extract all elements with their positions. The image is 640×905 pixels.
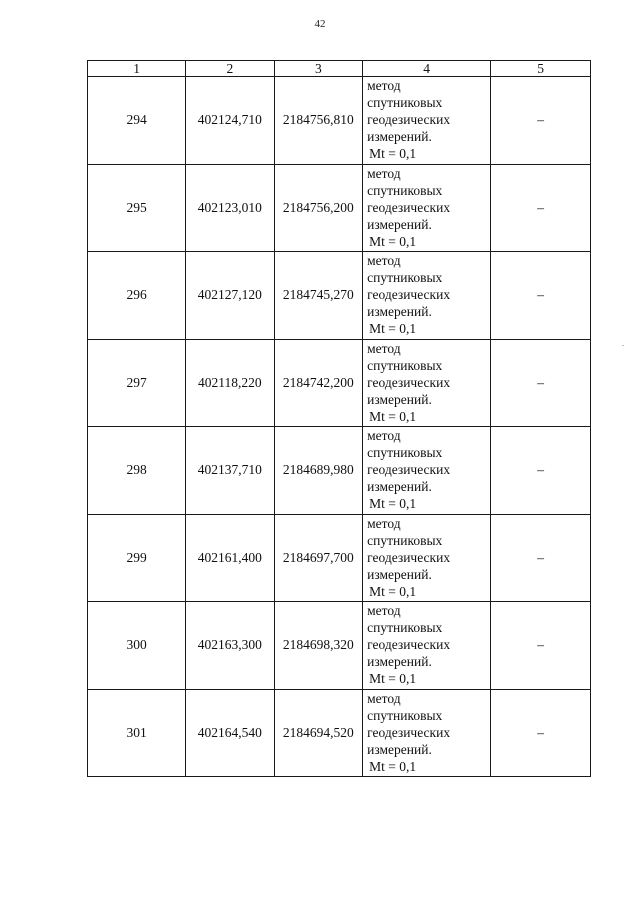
point-number-cell: 296	[88, 252, 186, 340]
method-line: измерений.	[367, 566, 432, 582]
method-line: геодезических	[367, 724, 451, 740]
method-line: метод	[367, 78, 401, 93]
note-cell: –	[491, 164, 591, 252]
x-coordinate-cell: 402118,220	[186, 339, 274, 427]
y-coordinate-cell: 2184694,520	[274, 689, 363, 777]
method-line: спутниковых	[367, 182, 443, 198]
x-coordinate-cell: 402127,120	[186, 252, 274, 340]
y-coordinate-cell: 2184745,270	[274, 252, 363, 340]
method-line: Mt = 0,1	[369, 233, 417, 249]
point-number-cell: 297	[88, 339, 186, 427]
x-coordinate-cell: 402123,010	[186, 164, 274, 252]
method-line: спутниковых	[367, 357, 443, 373]
header-col-1: 1	[88, 61, 186, 77]
point-number-cell: 298	[88, 427, 186, 515]
y-coordinate-cell: 2184756,200	[274, 164, 363, 252]
method-line: метод	[367, 690, 401, 706]
method-line: Mt = 0,1	[369, 321, 417, 336]
method-cell	[363, 602, 491, 690]
method-line: геодезических	[367, 462, 451, 477]
note-cell: –	[491, 427, 591, 515]
method-line: метод	[367, 603, 401, 618]
method-cell	[363, 252, 491, 340]
method-line: метод	[367, 340, 401, 356]
y-coordinate-cell: 2184697,700	[274, 514, 363, 602]
method-line: Mt = 0,1	[369, 583, 417, 599]
method-cell	[363, 689, 491, 777]
method-line: измерений.	[367, 304, 432, 319]
method-line: Mt = 0,1	[369, 146, 417, 161]
header-row	[88, 61, 591, 77]
point-number-cell: 299	[88, 514, 186, 602]
note-cell: –	[491, 252, 591, 340]
method-line: Mt = 0,1	[369, 758, 417, 774]
note-cell: –	[491, 339, 591, 427]
method-line: измерений.	[367, 216, 432, 232]
header-col-5: 5	[491, 61, 591, 77]
x-coordinate-cell: 402137,710	[186, 427, 274, 515]
note-cell: –	[491, 77, 591, 165]
method-line: геодезических	[367, 112, 451, 127]
x-coordinate-cell: 402164,540	[186, 689, 274, 777]
method-line: Mt = 0,1	[369, 408, 417, 424]
method-line: измерений.	[367, 741, 432, 757]
method-line: измерений.	[367, 654, 432, 669]
method-line: геодезических	[367, 549, 451, 565]
point-number-cell: 294	[88, 77, 186, 165]
header-col-2: 2	[186, 61, 274, 77]
method-cell	[363, 164, 491, 252]
y-coordinate-cell: 2184756,810	[274, 77, 363, 165]
x-coordinate-cell: 402161,400	[186, 514, 274, 602]
table-header	[88, 61, 591, 77]
method-line: метод	[367, 428, 401, 443]
note-cell: –	[491, 602, 591, 690]
method-line: геодезических	[367, 374, 451, 390]
method-line: спутниковых	[367, 532, 443, 548]
point-number-cell: 300	[88, 602, 186, 690]
method-cell	[363, 514, 491, 602]
method-cell	[363, 77, 491, 165]
method-line: спутниковых	[367, 620, 443, 635]
method-line: спутниковых	[367, 270, 443, 285]
method-line: спутниковых	[367, 95, 443, 110]
scan-mark	[622, 345, 624, 346]
y-coordinate-cell: 2184742,200	[274, 339, 363, 427]
method-cell	[363, 427, 491, 515]
table-row	[88, 514, 591, 602]
method-line: Mt = 0,1	[369, 671, 417, 686]
x-coordinate-cell: 402163,300	[186, 602, 274, 690]
coordinates-table	[87, 60, 591, 777]
header-col-4: 4	[363, 61, 491, 77]
note-cell: –	[491, 514, 591, 602]
method-line: измерений.	[367, 129, 432, 144]
table-body	[88, 77, 591, 777]
method-line: геодезических	[367, 287, 451, 302]
table-row	[88, 164, 591, 252]
method-line: Mt = 0,1	[369, 496, 417, 511]
note-cell: –	[491, 689, 591, 777]
table-row	[88, 77, 591, 165]
point-number-cell: 295	[88, 164, 186, 252]
method-line: метод	[367, 253, 401, 268]
method-line: спутниковых	[367, 445, 443, 460]
y-coordinate-cell: 2184689,980	[274, 427, 363, 515]
table-row	[88, 252, 591, 340]
table-row	[88, 689, 591, 777]
point-number-cell: 301	[88, 689, 186, 777]
method-line: метод	[367, 515, 401, 531]
method-line: геодезических	[367, 637, 451, 652]
method-line: измерений.	[367, 479, 432, 494]
method-line: измерений.	[367, 391, 432, 407]
table-row	[88, 427, 591, 515]
method-cell	[363, 339, 491, 427]
header-col-3: 3	[274, 61, 363, 77]
method-line: метод	[367, 165, 401, 181]
y-coordinate-cell: 2184698,320	[274, 602, 363, 690]
page-number: 42	[314, 18, 326, 30]
method-line: спутниковых	[367, 707, 443, 723]
method-line: геодезических	[367, 199, 451, 215]
table-row	[88, 339, 591, 427]
table-row	[88, 602, 591, 690]
x-coordinate-cell: 402124,710	[186, 77, 274, 165]
